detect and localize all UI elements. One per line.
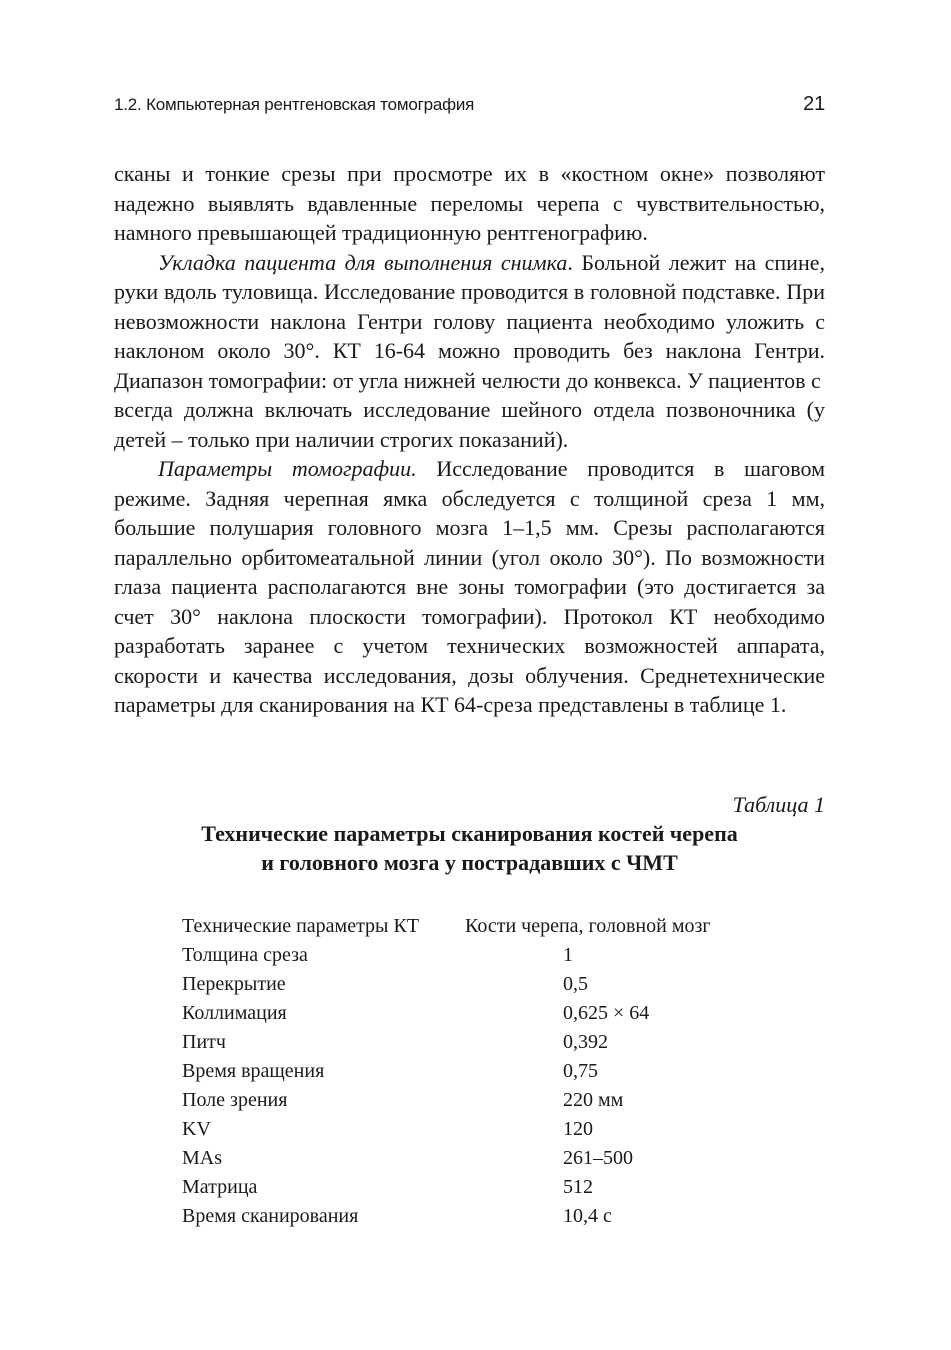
body-text — [114, 159, 825, 720]
table-cell-parameter: Матрица — [182, 1176, 258, 1198]
running-head-title: 1.2. Компьютерная рентгеновская томография — [114, 95, 475, 114]
table-cell-value: 1 — [563, 944, 573, 966]
table-caption: Таблица 1 — [732, 792, 825, 817]
table-cell-value: 0,75 — [563, 1060, 598, 1082]
table-row — [182, 1028, 711, 1057]
paragraph-2-lead: Укладка пациента для выполнения снимка — [158, 249, 568, 275]
table-cell-value: 0,392 — [563, 1031, 608, 1053]
table-row — [182, 970, 711, 999]
table-row — [182, 1202, 711, 1231]
table-cell-parameter: Питч — [182, 1031, 226, 1053]
table-cell-value: 261–500 — [563, 1147, 633, 1169]
table-cell-parameter: Перекрытие — [182, 973, 286, 995]
paragraph-4-text: Исследование проводится в шаговом режиме. Задняя черепная ямка обследуется с толщиной среза 1 мм, большие полушария головного мозга 1–1,5 мм. Срезы располагаются параллельно орбитомеатальной линии (угол около 30°). По возможности глаза пациента располагаются вне зоны томографии (это достигается за счет 30° наклона плоскости томографии). Протокол КТ необходимо разработать заранее с учетом технических возможностей аппарата, скорости и качества исследования, дозы облучения. Среднетехнические параметры для сканирования на КТ 64-среза представлены в таблице 1. — [114, 456, 825, 717]
parameters-table — [182, 912, 711, 1231]
table-header-parameter: Технические параметры КТ — [182, 915, 420, 937]
paragraph-4 — [114, 454, 825, 720]
table-cell-value: 220 мм — [563, 1089, 624, 1111]
table-header-value: Кости черепа, головной мозг — [465, 915, 711, 937]
table-title — [114, 819, 825, 877]
running-head — [114, 93, 825, 119]
table-row — [182, 941, 711, 970]
table-cell-value: 0,625 × 64 — [563, 1002, 650, 1024]
paragraph-1: сканы и тонкие срезы при просмотре их в «костном окне» позволяют надежно выявлять вдавленные переломы черепа с чувствительностью, намного превышающей традиционную рентгенографию. — [114, 161, 825, 245]
table-row — [182, 999, 711, 1028]
table-row — [182, 1086, 711, 1115]
table-cell-parameter: Толщина среза — [182, 944, 308, 966]
table-header-row — [182, 912, 711, 941]
paragraph-3: всегда должна включать исследование шейного отдела позвоночника (у детей – только при наличии строгих показаний). — [114, 397, 825, 452]
paragraph-2-text: . Больной лежит на спине, руки вдоль туловища. Исследование проводится в головной подставке. При невозможности наклона Гентри голову пациента необходимо уложить с наклоном около 30°. КТ 16-64 можно проводить без наклона Гентри. Диапазон томографии: от угла нижней челюсти до конвекса. У пациентов с — [114, 249, 825, 393]
table-row — [182, 1144, 711, 1173]
page-number: 21 — [803, 93, 825, 115]
table-row — [182, 1115, 711, 1144]
table-title-line-2: и головного мозга у пострадавших с ЧМТ — [261, 850, 678, 875]
table-cell-parameter: MAs — [182, 1147, 223, 1169]
table-row — [182, 1173, 711, 1202]
paragraph-2 — [114, 248, 825, 396]
table-cell-value: 10,4 с — [563, 1205, 612, 1227]
table-cell-value: 512 — [563, 1176, 593, 1198]
table-cell-value: 120 — [563, 1118, 593, 1140]
table-cell-parameter: Время вращения — [182, 1060, 325, 1082]
table-body — [182, 941, 711, 1231]
table-row — [182, 1057, 711, 1086]
table-title-line-1: Технические параметры сканирования костей черепа — [201, 821, 738, 846]
table-cell-parameter: Коллимация — [182, 1002, 287, 1024]
table-cell-value: 0,5 — [563, 973, 588, 995]
table-cell-parameter: KV — [182, 1118, 211, 1140]
table-cell-parameter: Поле зрения — [182, 1089, 288, 1111]
table-cell-parameter: Время сканирования — [182, 1205, 359, 1227]
paragraph-4-lead: Параметры томографии. — [158, 456, 417, 481]
